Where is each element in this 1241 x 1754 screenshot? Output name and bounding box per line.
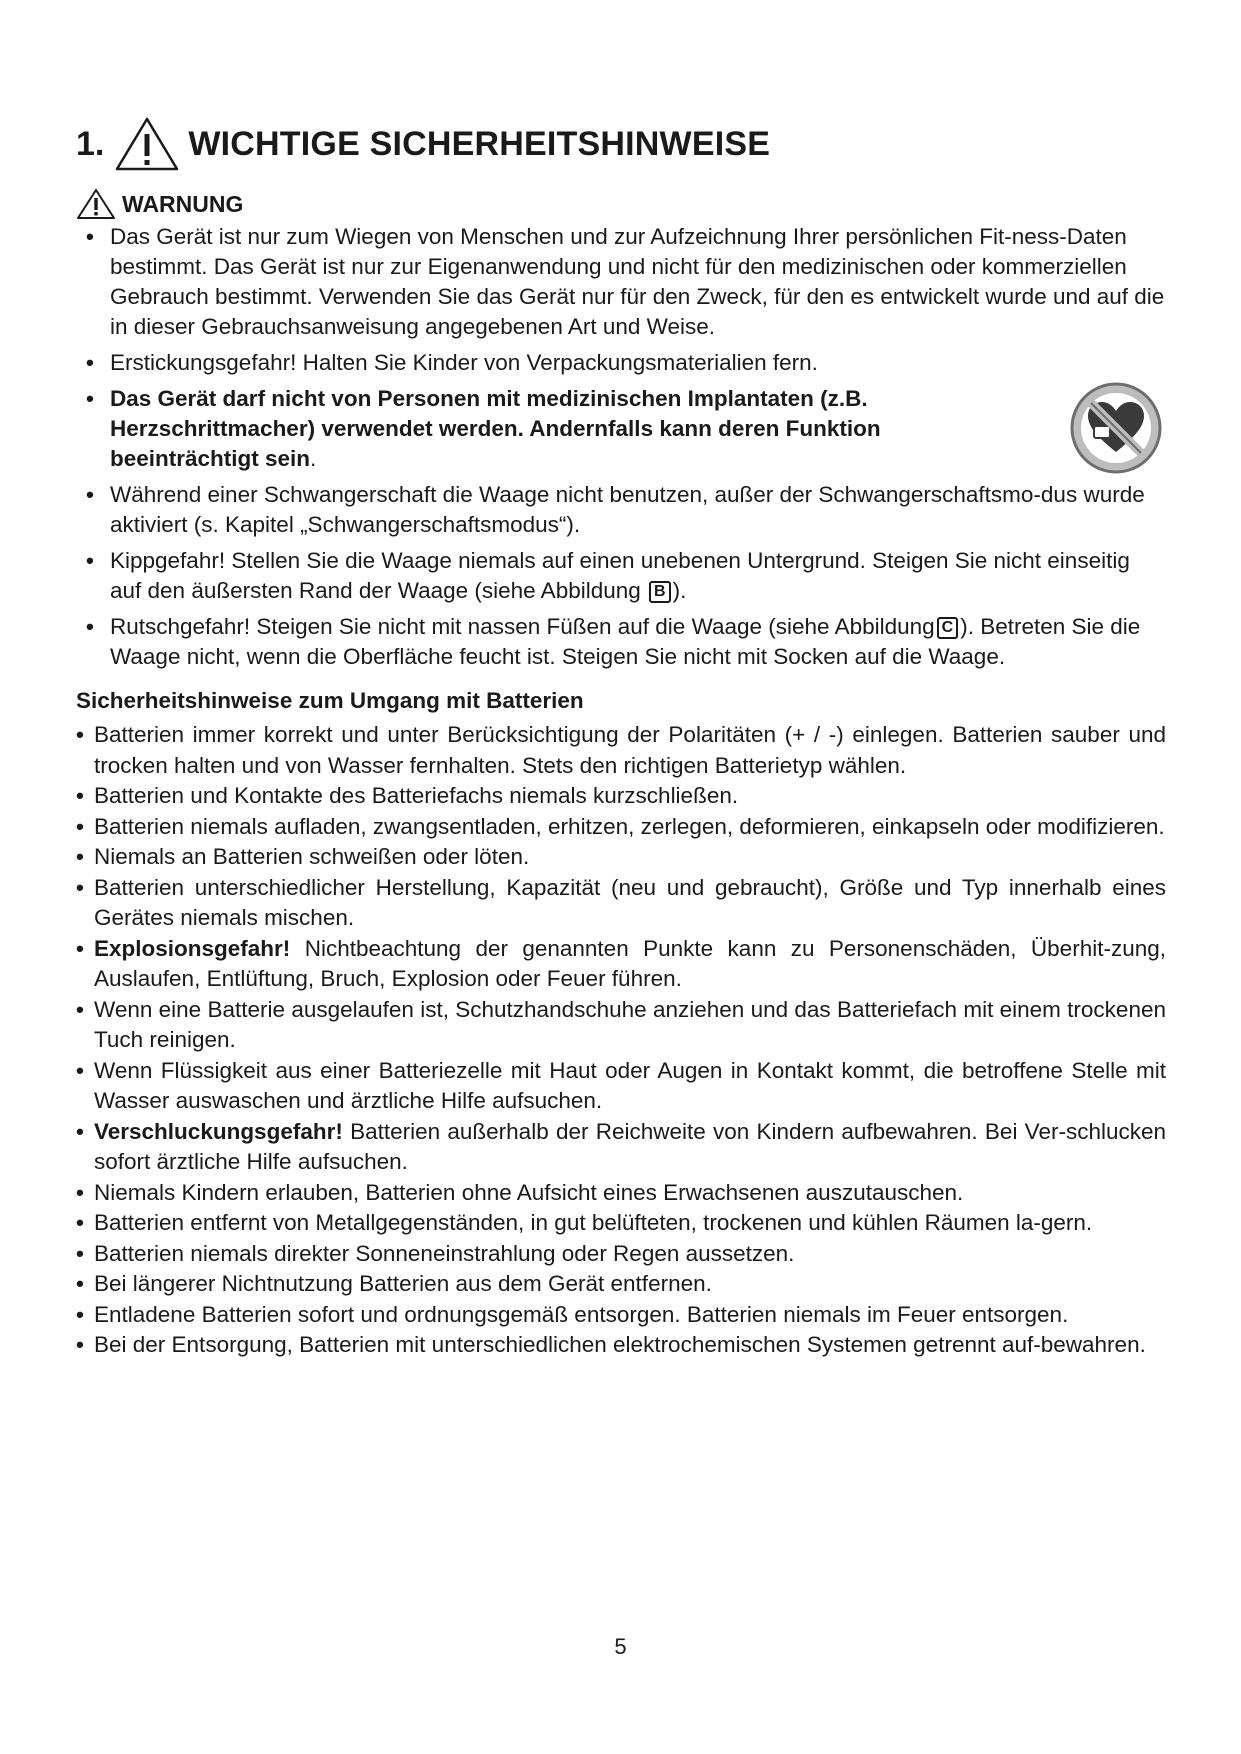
list-item: • Wenn eine Batterie ausgelaufen ist, Schutzhandschuhe anziehen und das Batteriefach mit einem trockenen Tuch reinigen. [76, 996, 1166, 1052]
bullet: • [76, 1301, 84, 1327]
bullet: • [76, 1118, 84, 1144]
list-item: • Erstickungsgefahr! Halten Sie Kinder von Verpackungsmaterialien fern. [76, 348, 1166, 378]
list-item: • Rutschgefahr! Steigen Sie nicht mit nassen Füßen auf die Waage (siehe Abbildung C ). Betreten Sie die Waage nicht, wenn die Oberfläche feucht ist. Steigen Sie nicht mit Socken auf die Waage. [86, 614, 1141, 669]
page-number: 5 [614, 1634, 627, 1659]
bullet: • [76, 844, 84, 869]
bullet: • [86, 224, 94, 249]
bullet: • [76, 1240, 84, 1266]
figure-ref-c: C [937, 617, 959, 639]
list-item: • Batterien immer korrekt und unter Berücksichtigung der Polaritäten (+ / -) einlegen. Batterien sauber und trocken halten und von Wasser fernhalten. Stets den richtigen Batterietyp wählen. [76, 722, 1166, 778]
bullet: • [86, 350, 94, 375]
list-item: • Batterien entfernt von Metallgegenständen, in gut belüfteten, trockenen und kühlen Räumen la-gern. [76, 1208, 1166, 1239]
list-item: • Das Gerät darf nicht von Personen mit medizinischen Implantaten (z.B. Herzschrittmacher) verwendet werden. Andernfalls kann deren Funktion beeinträchtigt sein. [76, 384, 1166, 474]
list-item: • Das Gerät ist nur zum Wiegen von Menschen und zur Aufzeichnung Ihrer persönlichen Fit-ness-Daten bestimmt. Das Gerät ist nur zur Eigenanwendung und nicht für den medizinischen oder kommerziellen Gebrauch bestimmt. Verwenden Sie das Gerät nur für den Zweck, für den es entwickelt wurde und auf die in dieser Gebrauchsanweisung angegebenen Art und Weise. [86, 224, 1165, 339]
list-item: • Explosionsgefahr! Nichtbeachtung der genannten Punkte kann zu Personenschäden, Überhit-zung, Auslaufen, Entlüftung, Bruch, Explosion oder Feuer führen. [76, 935, 1166, 991]
list-item: • Batterien unterschiedlicher Herstellung, Kapazität (neu und gebraucht), Größe und Typ innerhalb eines Gerätes niemals mischen. [76, 874, 1166, 930]
list-item: • Kippgefahr! Stellen Sie die Waage niemals auf einen unebenen Untergrund. Steigen Sie nicht einseitig auf den äußersten Rand der Waage (siehe Abbildung B ). [86, 548, 1130, 603]
bullet: • [76, 996, 84, 1022]
battery-list [76, 720, 1166, 1361]
list-item: • Batterien und Kontakte des Batteriefachs niemals kurzschließen. [76, 781, 1166, 812]
bullet: • [76, 1210, 84, 1235]
bullet: • [76, 935, 84, 961]
bullet: • [86, 548, 94, 573]
list-item: • Wenn Flüssigkeit aus einer Batteriezelle mit Haut oder Augen in Kontakt kommt, die betroffene Stelle mit Wasser auswaschen und ärztliche Hilfe aufsuchen. [76, 1057, 1166, 1113]
list-item: • Bei der Entsorgung, Batterien mit unterschiedlichen elektrochemischen Systemen getrennt auf-bewahren. [76, 1330, 1166, 1361]
list-item: • Niemals Kindern erlauben, Batterien ohne Aufsicht eines Erwachsenen auszutauschen. [76, 1178, 1166, 1209]
page-title: WICHTIGE SICHERHEITSHINWEISE [188, 124, 771, 163]
warning-label: WARNUNG [76, 188, 1166, 220]
bullet: • [76, 813, 84, 839]
bullet: • [76, 874, 84, 900]
bullet: • [76, 1057, 84, 1083]
bullet: • [86, 614, 94, 639]
figure-ref-b: B [649, 581, 671, 603]
battery-section-title: Sicherheitshinweise zum Umgang mit Batterien [76, 688, 584, 713]
section-heading [76, 118, 1166, 170]
bullet: • [76, 1179, 84, 1205]
bullet: • [76, 1332, 84, 1357]
bullet: • [86, 386, 94, 411]
list-item: • Bei längerer Nichtnutzung Batterien aus dem Gerät entfernen. [76, 1269, 1166, 1300]
bullet: • [76, 722, 84, 747]
bullet: • [76, 1271, 84, 1296]
list-item: • Batterien niemals aufladen, zwangsentladen, erhitzen, zerlegen, deformieren, einkapseln oder modifizieren. [76, 812, 1166, 843]
no-pacemaker-icon [1066, 378, 1166, 478]
bullet: • [86, 482, 94, 507]
document-page [76, 118, 1166, 1361]
list-item: • Entladene Batterien sofort und ordnungsgemäß entsorgen. Batterien niemals im Feuer entsorgen. [76, 1300, 1166, 1331]
warning-triangle-icon [114, 116, 180, 172]
list-item: • Während einer Schwangerschaft die Waage nicht benutzen, außer der Schwangerschaftsmo-dus wurde aktiviert (s. Kapitel „Schwangerschaftsmodus“). [86, 482, 1145, 537]
warning-list [76, 222, 1166, 672]
bullet: • [76, 783, 84, 808]
list-item: • Verschluckungsgefahr! Batterien außerhalb der Reichweite von Kindern aufbewahren. Bei Ver-schlucken sofort ärztliche Hilfe aufsuchen. [76, 1118, 1166, 1174]
list-item: • Niemals an Batterien schweißen oder löten. [76, 842, 1166, 873]
section-number: 1. [76, 124, 105, 163]
warning-triangle-icon [76, 188, 116, 220]
list-item: • Batterien niemals direkter Sonneneinstrahlung oder Regen aussetzen. [76, 1239, 1166, 1270]
